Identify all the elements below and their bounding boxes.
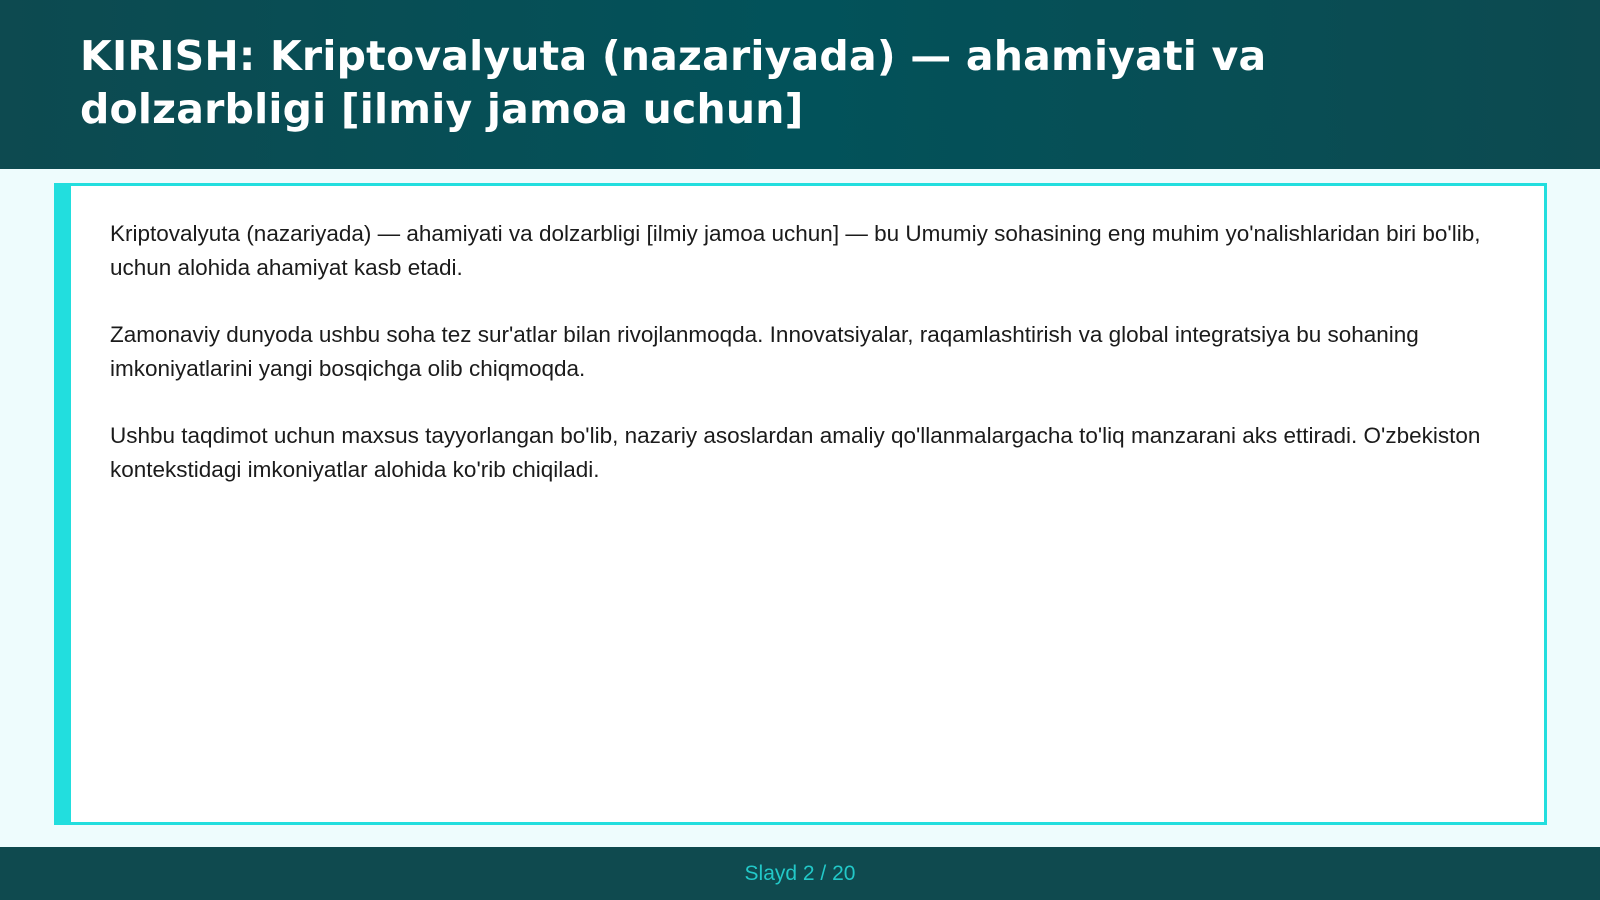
content-card (54, 183, 1547, 825)
slide-counter: Slayd 2 / 20 (744, 861, 856, 885)
slide-title: KIRISH: Kriptovalyuta (nazariyada) — ahamiyati va dolzarbligi [ilmiy jamoa uchun] (80, 32, 1267, 133)
paragraph-presentation: Ushbu taqdimot uchun maxsus tayyorlangan bo'lib, nazariy asoslardan amaliy qo'llanmalargacha to'liq manzarani aks ettiradi. O'zbekiston kontekstidagi imkoniyatlar alohida ko'rib chiqiladi. (110, 423, 1481, 482)
slide-footer (0, 847, 1600, 900)
paragraph-modern-world: Zamonaviy dunyoda ushbu soha tez sur'atlar bilan rivojlanmoqda. Innovatsiyalar, raqamlashtirish va global integratsiya bu sohaning imkoniyatlarini yangi bosqichga olib chiqmoqda. (110, 322, 1419, 381)
slide-header (0, 0, 1600, 169)
paragraph-intro: Kriptovalyuta (nazariyada) — ahamiyati va dolzarbligi [ilmiy jamoa uchun] — bu Umumiy sohasining eng muhim yo'nalishlaridan biri bo'lib, uchun alohida ahamiyat kasb etadi. (110, 221, 1481, 280)
